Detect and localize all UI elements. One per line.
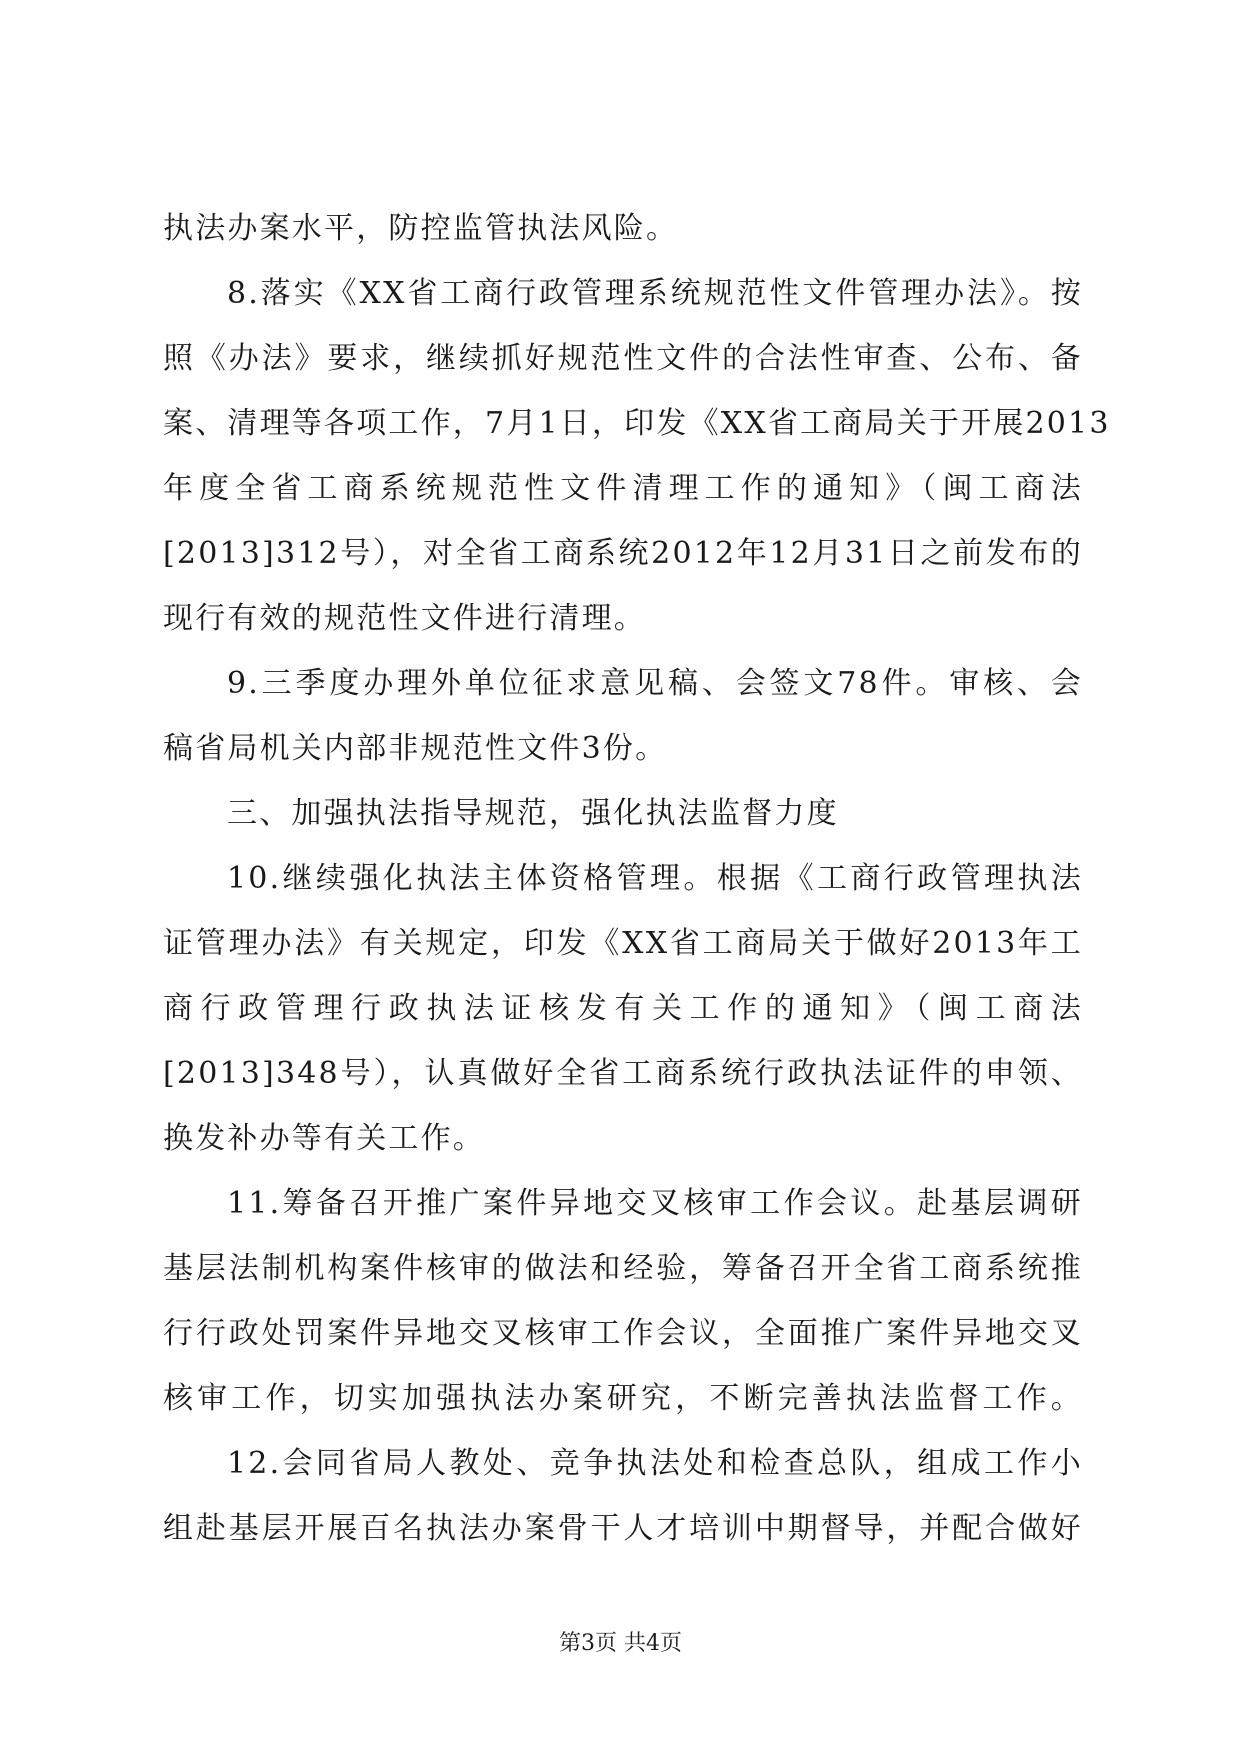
text-line: [2013]348号），认真做好全省工商系统行政执法证件的申领、 xyxy=(163,1056,1083,1091)
text-line: 换发补办等有关工作。 xyxy=(163,1121,485,1156)
text-line: 核审工作，切实加强执法办案研究，不断完善执法监督工作。 xyxy=(163,1381,1083,1416)
text-line: 照《办法》要求，继续抓好规范性文件的合法性审查、公布、备 xyxy=(163,341,1083,376)
text-line: 11.筹备召开推广案件异地交叉核审工作会议。赴基层调研 xyxy=(227,1186,1083,1221)
text-line: 证管理办法》有关规定，印发《XX省工商局关于做好2013年工 xyxy=(163,926,1083,961)
text-line: 9.三季度办理外单位征求意见稿、会签文78件。审核、会 xyxy=(227,666,1083,701)
text-line: 案、清理等各项工作，7月1日，印发《XX省工商局关于开展2013 xyxy=(163,406,1111,441)
text-line: [2013]312号），对全省工商系统2012年12月31日之前发布的 xyxy=(163,536,1083,571)
text-line: 8.落实《XX省工商行政管理系统规范性文件管理办法》。按 xyxy=(227,276,1083,311)
text-line: 执法办案水平，防控监管执法风险。 xyxy=(163,211,679,246)
page-number: 第3页 共4页 xyxy=(559,1631,682,1656)
section-heading: 三、加强执法指导规范，强化执法监督力度 xyxy=(227,796,839,831)
text-line: 组赴基层开展百名执法办案骨干人才培训中期督导，并配合做好 xyxy=(163,1511,1083,1546)
text-line: 现行有效的规范性文件进行清理。 xyxy=(163,601,646,636)
text-line: 稿省局机关内部非规范性文件3份。 xyxy=(163,731,668,766)
text-line: 10.继续强化执法主体资格管理。根据《工商行政管理执法 xyxy=(227,861,1083,896)
text-line: 基层法制机构案件核审的做法和经验，筹备召开全省工商系统推 xyxy=(163,1251,1083,1286)
text-line: 行行政处罚案件异地交叉核审工作会议，全面推广案件异地交叉 xyxy=(163,1316,1083,1351)
text-line: 年度全省工商系统规范性文件清理工作的通知》（闽工商法 xyxy=(163,471,1083,506)
text-line: 12.会同省局人教处、竞争执法处和检查总队，组成工作小 xyxy=(227,1446,1083,1481)
document-body xyxy=(163,196,1111,1561)
text-line: 商行政管理行政执法证核发有关工作的通知》（闽工商法 xyxy=(163,991,1083,1026)
